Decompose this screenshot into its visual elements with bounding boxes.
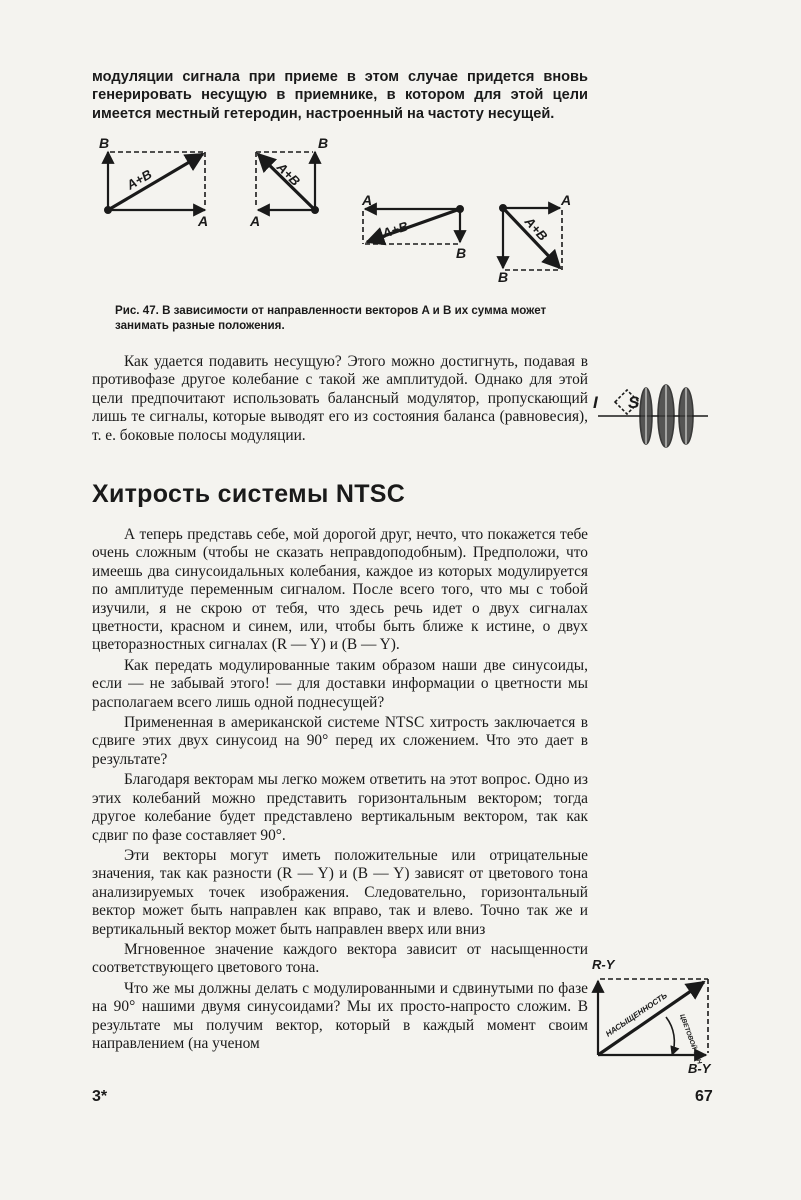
label-b: B — [318, 135, 329, 151]
label-a: A — [250, 213, 261, 229]
balanced-modulator-figure — [590, 372, 710, 452]
label-a: A — [561, 192, 572, 208]
page-number: 67 — [695, 1088, 713, 1105]
label-sum: A+B — [380, 218, 411, 241]
label-sum: A+B — [124, 166, 155, 193]
body-paragraph: Благодаря векторам мы легко можем ответить на этот вопрос. Одно из этих колебаний можно представить горизонтальным вектором; тогда другое колебание будет представлено вертикальным вектором, так как сдвиг по фазе составляет 90°. — [92, 771, 588, 844]
figure-caption: Рис. 47. В зависимости от направленности векторов A и B их сумма может занимать разные положения. — [115, 304, 547, 332]
top-paragraph: модуляции сигнала при приеме в этом случае придется вновь генерировать несущую в приемнике, в котором для этой цели имеется местный гетеродин, настроенный на частоту несущей. — [92, 69, 588, 122]
sideband-lobes — [640, 385, 693, 447]
body-text — [92, 526, 588, 1053]
body-paragraph: Примененная в американской системе NTSC хитрость заключается в сдвиге этих двух синусоид на 90° перед их сложением. Что это дает в результате? — [92, 714, 588, 768]
vector-sum-figure — [588, 955, 718, 1085]
vector-diagram-1 — [105, 152, 206, 214]
vector-diagram-3 — [363, 206, 464, 245]
label-sum: A+B — [273, 159, 304, 189]
label-hue: ЦВЕТОВОЙ ТОН — [678, 1013, 703, 1065]
label-i: I — [593, 393, 598, 412]
body-paragraph: Как передать модулированные таким образом наши две синусоиды, если — не забывай этого! — для доставки информации о цветности мы располагаем всего лишь одной поднесущей? — [92, 656, 588, 711]
signature-mark: 3* — [92, 1088, 108, 1105]
label-b: B — [498, 269, 509, 285]
section-heading: Хитрость системы NTSC — [92, 480, 406, 508]
body-paragraph: Мгновенное значение каждого вектора зависит от насыщенности соответствующего цветового тона. — [92, 940, 588, 977]
body-paragraph: Эти векторы могут иметь положительные или отрицательные значения, так как разности (R — Y) и (B — Y) зависят от цветового тона анализируемых точек изображения. Следовательно, горизонтальный вектор может быть направлен как вправо, так и влево. Точно так же и вертикальный вектор может быть направлен вверх или вниз — [92, 846, 588, 938]
label-b: B — [456, 245, 467, 261]
label-a: A — [362, 192, 373, 208]
label-saturation: НАСЫЩЕННОСТЬ — [604, 990, 669, 1039]
body-paragraph: А теперь представь себе, мой дорогой друг, нечто, что покажется тебе очень сложным (чтобы не сказать неправдоподобным). Предположи, что имеешь два синусоидальных колебания, каждое из которых модулируется по амплитуде переменным сигналом. После всего того, что мы с тобой изучили, я не скрою от тебя, что здесь речь идет о двух сигналах цветности, красном и синем, или, чтобы быть ближе к истине, о двух цветоразностных сигналах (R — Y) и (B — Y). — [92, 526, 588, 654]
label-a: A — [198, 213, 209, 229]
label-b-minus-y: B-Y — [688, 1061, 711, 1076]
body-paragraph: Что же мы должны делать с модулированными и сдвинутыми по фазе на 90° нашими двумя синусоидами? Мы их просто-напросто сложим. В результате мы получим вектор, который в каждый момент своим направлением (на ученом — [92, 979, 588, 1052]
vector-diagram-4 — [500, 205, 563, 271]
paragraph-carrier: Как удается подавить несущую? Этого можно достигнуть, подавая в противофазе другое колебание с такой же амплитудой. Однако для этой цели предпочитают использовать балансный модулятор, пропускающий лишь те сигналы, которые выводят его из состояния баланса (равновесия), т. е. боковые полосы модуляции. — [92, 353, 588, 444]
label-sum: A+B — [521, 213, 551, 244]
label-r-minus-y: R-Y — [592, 957, 615, 972]
label-b: B — [99, 135, 110, 151]
label-s: S — [628, 393, 640, 412]
